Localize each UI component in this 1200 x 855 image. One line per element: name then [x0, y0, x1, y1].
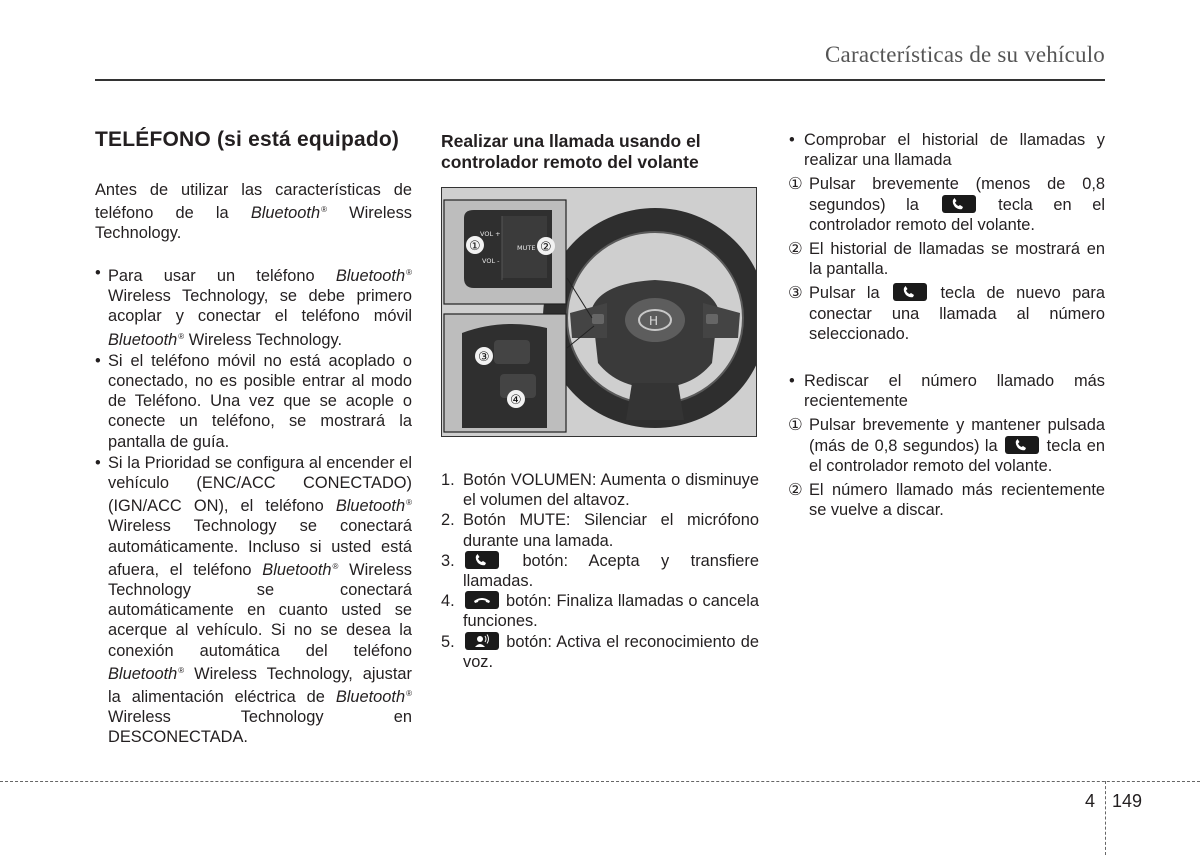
voice-icon [465, 632, 499, 650]
step-item: ② El número llamado más recientemente se vuelve a discar. [788, 481, 1105, 520]
bluetooth-bullet-list [95, 263, 412, 749]
page-number: 149 [1112, 791, 1143, 811]
list-item: 2. Botón MUTE: Silenciar el micrófono durante una lamada. [441, 511, 759, 550]
button-function-list [441, 470, 759, 672]
list-item: • Rediscar el número llamado más recientemente [788, 371, 1105, 411]
header-rule [95, 79, 1105, 81]
phone-call-icon [465, 551, 499, 569]
subsection-title: Realizar una llamada usando el controlador remoto del volante [441, 131, 701, 172]
svg-text:VOL +: VOL + [480, 230, 501, 238]
svg-text:①: ① [469, 239, 481, 254]
phone-call-icon [893, 283, 927, 301]
call-history-block [788, 130, 1105, 344]
svg-text:③: ③ [478, 350, 490, 365]
step-item: ① Pulsar brevemente (menos de 0,8 segundos) la tecla en el controlador remoto del volante. [788, 175, 1105, 234]
footer-vertical-rule [1105, 781, 1106, 855]
list-item: 1. Botón VOLUMEN: Aumenta o disminuye el volumen del altavoz. [441, 471, 759, 510]
chapter-number: 4 [1085, 791, 1096, 811]
list-item: • Para usar un teléfono Bluetooth® Wireless Technology, se debe primero acoplar y conectar el teléfono móvil Bluetooth® Wireless Technology. [95, 263, 412, 350]
list-item: • Si el teléfono móvil no está acoplado o conectado, no es posible entrar al modo de Teléfono. Una vez que se acople o conecte un teléfono, se mostrará la pantalla de guía. [95, 351, 412, 452]
running-header: Características de su vehículo [825, 42, 1105, 67]
list-item: 4. botón: Finaliza llamadas o cancela funciones. [441, 592, 759, 631]
list-item: 5. botón: Activa el reconocimiento de voz. [441, 632, 759, 671]
intro-paragraph: Antes de utilizar las características de teléfono de la Bluetooth® Wireless Technology. [95, 181, 413, 243]
phone-end-icon [465, 591, 499, 609]
redial-block [788, 371, 1105, 520]
list-item: 3. botón: Acepta y transfiere llamadas. [441, 551, 759, 591]
list-item: • Comprobar el historial de llamadas y realizar una llamada [788, 130, 1105, 170]
section-title: TELÉFONO (si está equipado) [95, 128, 400, 151]
steering-wheel-illustration [442, 188, 757, 437]
phone-call-icon [942, 195, 976, 213]
step-item: ② El historial de llamadas se mostrará en la pantalla. [788, 240, 1105, 279]
list-item: • Si la Prioridad se configura al encender el vehículo (ENC/ACC CONECTADO) (IGN/ACC ON), el teléfono Bluetooth® Wireless Technology se conectará automáticamente. Incluso si usted está afuera, el teléfono Bluetooth® Wireless Technology se conectará automáticamente en cuanto usted se acerque al vehículo. Si no se desea la conexión automática del teléfono Bluetooth® Wireless Technology, ajustar la alimentación eléctrica de Bluetooth® Wireless Technology en DESCONECTADA. [95, 453, 412, 748]
step-item: ① Pulsar brevemente y mantener pulsada (más de 0,8 segundos) la tecla en el controlador remoto del volante. [788, 416, 1105, 475]
svg-text:④: ④ [510, 393, 522, 408]
steering-wheel-figure [441, 187, 757, 437]
svg-text:②: ② [540, 240, 552, 255]
footer-dashed-rule [0, 781, 1200, 782]
svg-text:VOL -: VOL - [482, 257, 500, 265]
svg-text:MUTE: MUTE [517, 244, 536, 252]
step-item: ③ Pulsar la tecla de nuevo para conectar una llamada al número seleccionado. [788, 284, 1105, 343]
phone-call-icon [1005, 436, 1039, 454]
svg-text:H: H [649, 314, 659, 328]
